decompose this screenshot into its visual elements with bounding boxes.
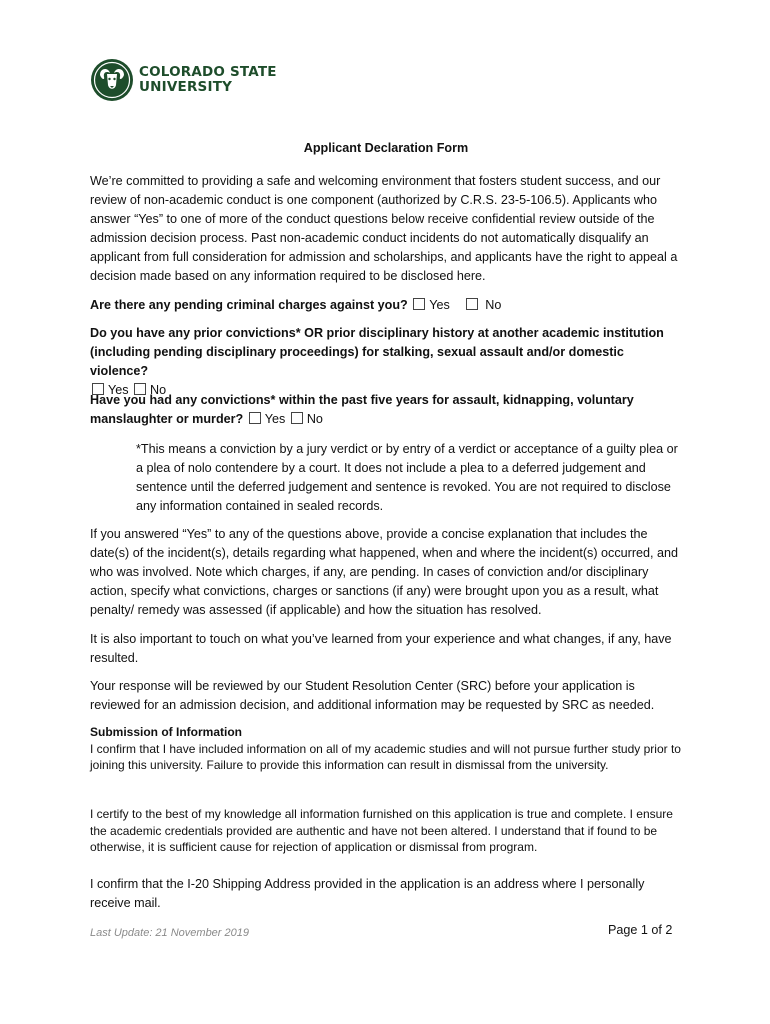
submission-heading: Submission of Information: [90, 725, 242, 739]
explanation-instructions: If you answered “Yes” to any of the questions above, provide a concise explanation that includes the date(s) of the incident(s), details regarding what happened, when and where the incident(s) occurred, and who was involved. Note which charges, if any, are pending. In cases of conviction and/or disciplinary action, specify what convictions, charges or sanctions (if any) were brought upon you as a result, what penalty/ remedy was assessed (if applicable) and how the situation has resolved.: [90, 527, 679, 617]
submission-section: [90, 724, 682, 774]
intro-paragraph: We’re committed to providing a safe and welcoming environment that fosters student success, and our review of non-academic conduct is one component (authorized by C.R.S. 23-5-106.5). Applicants who answer “Yes” to one of more of the conduct questions below receive confidential review outside of the admission decision process. Past non-academic conduct incidents do not automatically disqualify an applicant from full consideration for admission and scholarships, and applicants have the right to appeal a decision made based on any information required to be disclosed here.: [90, 174, 678, 283]
src-review-paragraph: Your response will be reviewed by our Student Resolution Center (SRC) before your application is reviewed for an admission decision, and additional information may be requested by SRC as needed.: [90, 679, 655, 712]
conviction-footnote: *This means a conviction by a jury verdict or by entry of a verdict or acceptance of a guilty plea or a plea of nolo contendere by a court. It does not include a plea to a deferred judgement and sentence until the deferred judgement and sentence is revoked. You are not required to disclose any information contained in sealed records.: [136, 442, 678, 513]
learned-paragraph: It is also important to touch on what you’ve learned from your experience and what changes, if any, have resulted.: [90, 632, 672, 665]
submission-text: I confirm that I have included information on all of my academic studies and will not pursue further study prior to joining this university. Failure to provide this information can result in dismissal from the university.: [90, 741, 681, 772]
question-3-text: Have you had any convictions* within the past five years for assault, kidnapping, voluntary manslaughter or murder?: [90, 393, 634, 426]
question-1-text: Are there any pending criminal charges against you?: [90, 298, 408, 312]
ram-seal-icon: [90, 58, 134, 102]
question-2: [90, 324, 682, 400]
question-1-yes-checkbox[interactable]: [413, 298, 425, 310]
page-number: Page 1 of 2: [608, 923, 673, 937]
question-3: [90, 391, 682, 429]
question-1: [90, 296, 682, 315]
question-1-no-checkbox[interactable]: [466, 298, 478, 310]
question-2-no-label: No: [150, 383, 167, 397]
question-2-yes-label: Yes: [108, 383, 129, 397]
logo-wordmark: [139, 65, 277, 95]
i20-paragraph: I confirm that the I-20 Shipping Address provided in the application is an address where I personally receive mail.: [90, 877, 645, 910]
logo-line-2: UNIVERSITY: [139, 79, 233, 95]
form-title: Applicant Declaration Form: [303, 141, 469, 155]
csu-logo: [90, 58, 277, 102]
question-3-yes-checkbox[interactable]: [249, 412, 261, 424]
last-update-text: Last Update: 21 November 2019: [90, 927, 249, 939]
question-2-text: Do you have any prior convictions* OR prior disciplinary history at another academic institution (including pending disciplinary proceedings) for stalking, sexual assault and/or domestic violence?: [90, 326, 664, 378]
question-3-no-label: No: [306, 412, 323, 426]
question-3-no-checkbox[interactable]: [291, 412, 303, 424]
question-1-yes-label: Yes: [429, 298, 450, 312]
question-1-no-label: No: [485, 298, 502, 312]
logo-line-1: COLORADO STATE: [139, 64, 277, 80]
question-3-yes-label: Yes: [264, 412, 286, 426]
certify-paragraph: I certify to the best of my knowledge all information furnished on this application is true and complete. I ensure the academic credentials provided are authentic and have not been altered. I understand that if found to be otherwise, it is sufficient cause for rejection of application or dismissal from program.: [90, 807, 673, 854]
